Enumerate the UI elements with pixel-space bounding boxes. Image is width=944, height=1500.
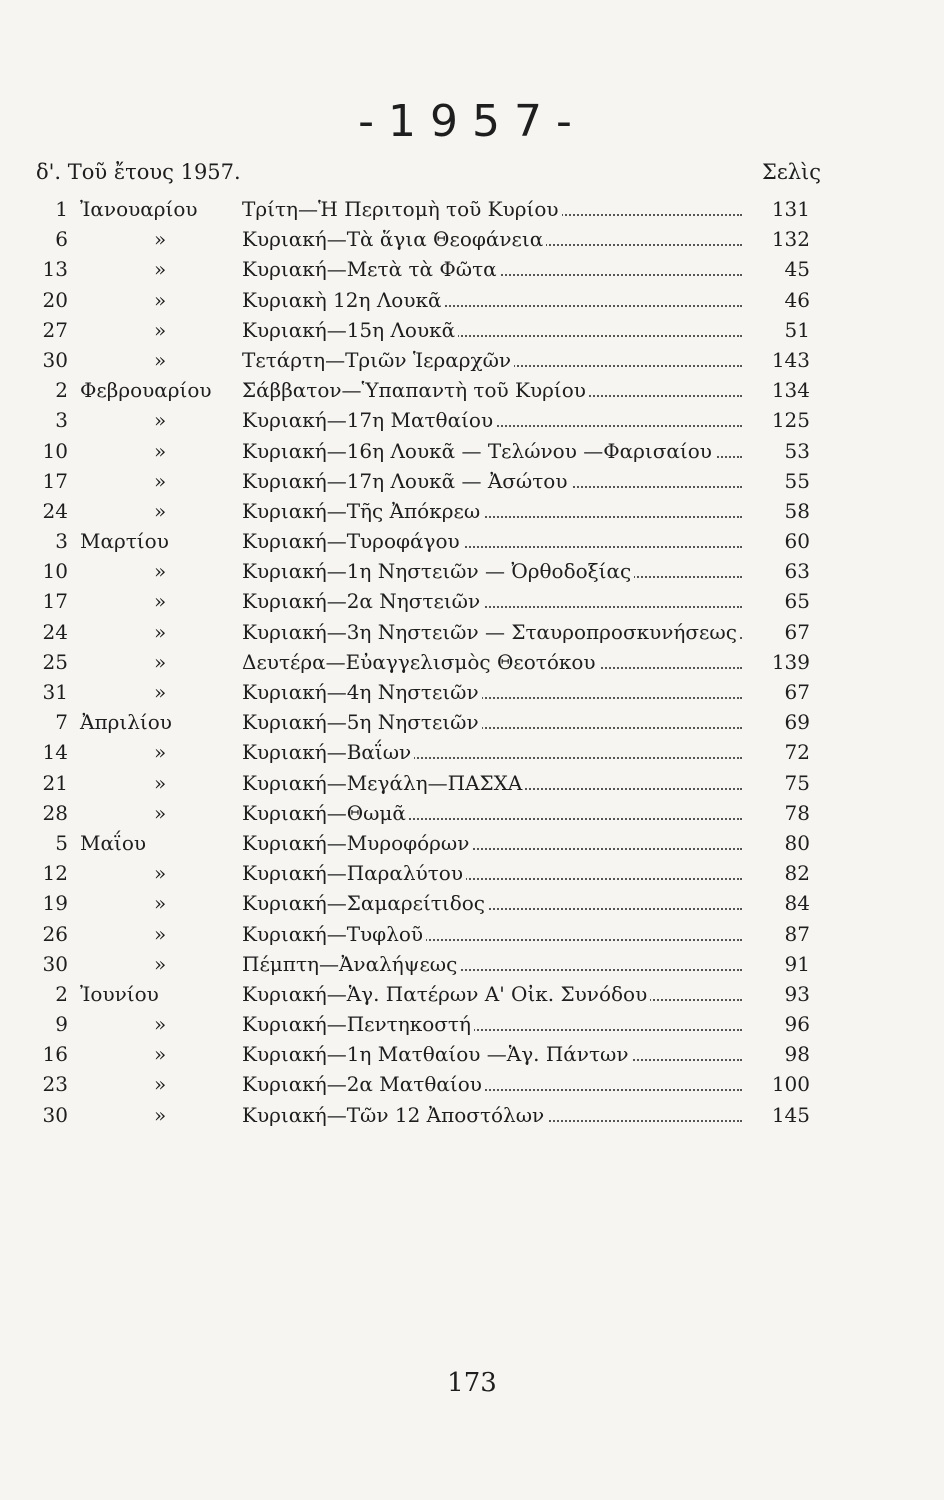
row-page-reference: 46 (784, 287, 810, 312)
table-row (0, 194, 944, 224)
row-day: 26 (42, 921, 68, 946)
row-description (242, 768, 742, 798)
row-page-reference: 98 (784, 1042, 810, 1067)
row-description (242, 345, 742, 375)
row-description (242, 224, 742, 254)
row-description-text: Δευτέρα—Εὐαγγελισμὸς Θεοτόκου (242, 650, 599, 674)
row-month: Φεβρουαρίου (80, 378, 212, 403)
row-page-reference: 100 (771, 1072, 810, 1097)
row-page-reference: 55 (784, 468, 810, 493)
row-description-text: Κυριακή—Μεγάλη—ΠΑΣΧΑ (242, 771, 525, 795)
row-day: 5 (55, 830, 68, 855)
row-month: » (154, 287, 167, 312)
row-description-text: Κυριακή—4η Νηστειῶν (242, 680, 482, 704)
row-day: 3 (55, 408, 68, 433)
row-day: 3 (55, 529, 68, 554)
pages-column-label: Σελὶς (762, 160, 822, 184)
row-description-text: Κυριακή—17η Λουκᾶ — Ἀσώτου (242, 469, 571, 493)
row-page-reference: 143 (771, 347, 810, 372)
row-description (242, 556, 742, 586)
row-description-text: Τετάρτη—Τριῶν Ἱεραρχῶν (242, 348, 514, 372)
row-description-text: Κυριακή—Πεντηκοστή (242, 1012, 474, 1036)
row-description (242, 979, 742, 1009)
table-row (0, 224, 944, 254)
table-row (0, 707, 944, 737)
row-day: 2 (55, 378, 68, 403)
table-row (0, 828, 944, 858)
row-day: 24 (42, 498, 68, 523)
row-day: 21 (42, 770, 68, 795)
row-description-text: Κυριακή—Σαμαρείτιδος (242, 891, 488, 915)
row-description (242, 586, 742, 616)
row-description-text: Κυριακή—Ἁγ. Πατέρων Α' Οἰκ. Συνόδου (242, 982, 650, 1006)
row-day: 23 (42, 1072, 68, 1097)
feast-list (0, 194, 944, 1130)
table-row (0, 1009, 944, 1039)
row-description-text: Πέμπτη—Ἀναλήψεως (242, 952, 460, 976)
section-subtitle: δ'. Τοῦ ἔτους 1957. (36, 160, 241, 184)
table-row (0, 949, 944, 979)
row-description-text: Κυριακή—1η Νηστειῶν — Ὀρθοδοξίας (242, 559, 634, 583)
row-day: 30 (42, 951, 68, 976)
table-row (0, 919, 944, 949)
row-month: » (154, 861, 167, 886)
row-month: » (154, 1042, 167, 1067)
row-month: » (154, 498, 167, 523)
table-row (0, 586, 944, 616)
table-row (0, 1100, 944, 1130)
row-description (242, 647, 742, 677)
row-day: 10 (42, 559, 68, 584)
table-row (0, 1039, 944, 1069)
table-row (0, 496, 944, 526)
table-row (0, 405, 944, 435)
row-description (242, 949, 742, 979)
row-page-reference: 145 (771, 1102, 810, 1127)
row-day: 20 (42, 287, 68, 312)
row-day: 28 (42, 800, 68, 825)
row-month: Μαρτίου (80, 529, 169, 554)
row-description-text: Κυριακή—5η Νηστειῶν (242, 710, 482, 734)
row-description-text: Κυριακή—Παραλύτου (242, 861, 466, 885)
row-page-reference: 75 (784, 770, 810, 795)
row-description (242, 315, 742, 345)
row-description-text: Κυριακή—16η Λουκᾶ — Τελώνου —Φαρισαίου (242, 439, 715, 463)
row-month: » (154, 800, 167, 825)
row-description-text: Κυριακή—15η Λουκᾶ (242, 318, 458, 342)
row-month: » (154, 740, 167, 765)
row-description-text: Κυριακή—Μυροφόρων (242, 831, 472, 855)
row-day: 2 (55, 981, 68, 1006)
row-description (242, 919, 742, 949)
row-description (242, 707, 742, 737)
row-day: 16 (42, 1042, 68, 1067)
row-description (242, 436, 742, 466)
row-page-reference: 67 (784, 619, 810, 644)
row-description (242, 194, 742, 224)
row-day: 25 (42, 649, 68, 674)
row-day: 17 (42, 589, 68, 614)
row-page-reference: 69 (784, 710, 810, 735)
row-page-reference: 67 (784, 680, 810, 704)
row-description (242, 526, 742, 556)
row-description-text: Κυριακή—17η Ματθαίου (242, 408, 496, 432)
table-row (0, 677, 944, 707)
row-month: » (154, 1102, 167, 1127)
row-month: Ἰανουαρίου (80, 197, 198, 221)
row-day: 6 (55, 227, 68, 252)
row-page-reference: 51 (784, 317, 810, 342)
row-month: » (154, 227, 167, 252)
table-row (0, 798, 944, 828)
table-row (0, 1069, 944, 1099)
row-description (242, 677, 742, 707)
row-page-reference: 58 (784, 498, 810, 523)
row-description-text: Σάββατον—Ὑπαπαντὴ τοῦ Κυρίου (242, 378, 589, 402)
row-page-reference: 87 (784, 921, 810, 946)
row-description (242, 405, 742, 435)
row-page-reference: 84 (784, 891, 810, 916)
row-description-text: Κυριακή—Τῆς Ἀπόκρεω (242, 499, 483, 523)
table-row (0, 285, 944, 315)
year-title: -1957- (358, 96, 586, 147)
row-description (242, 888, 742, 918)
row-description (242, 1100, 742, 1130)
row-page-reference: 139 (771, 649, 810, 674)
table-row (0, 526, 944, 556)
row-page-reference: 91 (784, 951, 810, 976)
row-page-reference: 125 (771, 408, 810, 433)
row-day: 19 (42, 891, 68, 916)
row-description (242, 798, 742, 828)
table-row (0, 979, 944, 1009)
row-month: » (154, 1012, 167, 1037)
row-description-text: Κυριακή—Μετὰ τὰ Φῶτα (242, 257, 500, 281)
page-number: 173 (447, 1368, 497, 1398)
row-day: 9 (55, 1012, 68, 1037)
row-description-text: Κυριακή—Θωμᾶ (242, 801, 409, 825)
row-month: Μαΐου (80, 830, 147, 855)
row-day: 14 (42, 740, 68, 765)
row-month: » (154, 347, 167, 372)
row-description-text: Κυριακή—Τῶν 12 Ἀποστόλων (242, 1103, 547, 1127)
table-row (0, 345, 944, 375)
row-description-text: Κυριακή—Τὰ ἅγια Θεοφάνεια (242, 227, 546, 251)
row-page-reference: 78 (784, 800, 810, 825)
row-description (242, 1039, 742, 1069)
row-month: » (154, 951, 167, 976)
row-description-text: Κυριακή—3η Νηστειῶν — Σταυροπροσκυνήσεως (242, 620, 740, 644)
row-page-reference: 131 (771, 197, 810, 221)
row-day: 27 (42, 317, 68, 342)
row-page-reference: 63 (784, 559, 810, 584)
row-description (242, 285, 742, 315)
row-page-reference: 65 (784, 589, 810, 614)
row-description (242, 254, 742, 284)
table-row (0, 556, 944, 586)
row-day: 13 (42, 257, 68, 282)
row-description (242, 617, 742, 647)
row-month: » (154, 589, 167, 614)
row-month: » (154, 408, 167, 433)
row-description-text: Κυριακή—1η Ματθαίου —Ἁγ. Πάντων (242, 1042, 632, 1066)
row-day: 17 (42, 468, 68, 493)
row-month: » (154, 257, 167, 282)
row-day: 30 (42, 347, 68, 372)
row-page-reference: 60 (784, 529, 810, 554)
row-description-text: Τρίτη—Ἡ Περιτομὴ τοῦ Κυρίου (242, 197, 562, 221)
row-day: 24 (42, 619, 68, 644)
row-day: 31 (42, 680, 68, 704)
row-page-reference: 45 (784, 257, 810, 282)
row-month: Ἰουνίου (80, 981, 159, 1006)
table-row (0, 466, 944, 496)
table-row (0, 617, 944, 647)
row-description-text: Κυριακή—2α Ματθαίου (242, 1072, 485, 1096)
row-description (242, 1069, 742, 1099)
row-month: Ἀπριλίου (80, 710, 172, 735)
row-page-reference: 134 (771, 378, 810, 403)
row-month: » (154, 770, 167, 795)
table-row (0, 737, 944, 767)
row-month: » (154, 559, 167, 584)
table-row (0, 647, 944, 677)
row-page-reference: 53 (784, 438, 810, 463)
row-month: » (154, 619, 167, 644)
row-description-text: Κυριακή—Βαΐων (242, 740, 414, 764)
row-description (242, 1009, 742, 1039)
table-row (0, 768, 944, 798)
row-page-reference: 93 (784, 981, 810, 1006)
row-page-reference: 80 (784, 830, 810, 855)
row-page-reference: 132 (771, 227, 810, 252)
row-month: » (154, 317, 167, 342)
row-month: » (154, 891, 167, 916)
row-day: 1 (55, 197, 68, 221)
row-description-text: Κυριακή—Τυροφάγου (242, 529, 463, 553)
table-row (0, 888, 944, 918)
row-description (242, 828, 742, 858)
row-description (242, 466, 742, 496)
row-page-reference: 96 (784, 1012, 810, 1037)
table-row (0, 254, 944, 284)
table-row (0, 436, 944, 466)
row-day: 10 (42, 438, 68, 463)
table-row (0, 315, 944, 345)
row-month: » (154, 680, 167, 704)
row-page-reference: 72 (784, 740, 810, 765)
row-month: » (154, 921, 167, 946)
row-description (242, 858, 742, 888)
row-description (242, 375, 742, 405)
row-description (242, 496, 742, 526)
row-page-reference: 82 (784, 861, 810, 886)
row-month: » (154, 468, 167, 493)
row-day: 12 (42, 861, 68, 886)
row-description-text: Κυριακή—2α Νηστειῶν (242, 589, 483, 613)
row-day: 30 (42, 1102, 68, 1127)
row-day: 7 (55, 710, 68, 735)
table-row (0, 858, 944, 888)
row-month: » (154, 438, 167, 463)
row-month: » (154, 1072, 167, 1097)
row-description-text: Κυριακὴ 12η Λουκᾶ (242, 288, 444, 312)
row-description (242, 737, 742, 767)
table-row (0, 375, 944, 405)
row-description-text: Κυριακή—Τυφλοῦ (242, 922, 426, 946)
row-month: » (154, 649, 167, 674)
